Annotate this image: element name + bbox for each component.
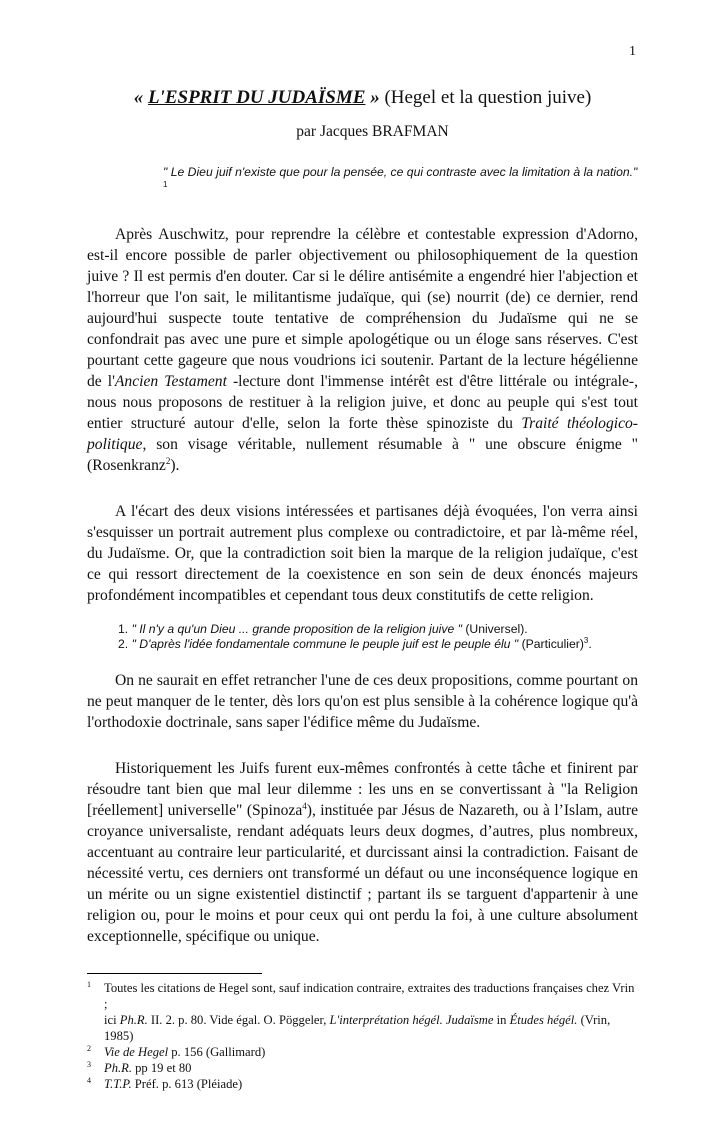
- italic-text: Ph.R.: [119, 1013, 148, 1027]
- text-run: ici: [104, 1013, 120, 1027]
- text-run: On ne saurait en effet retrancher l'une de ces deux propositions, comme pourtant on ne peut manquer de le tenter, dès lors qu'on est plus sensible à la cohérence logique qu'à l'orthodoxie doctrinale, sans saper l'édifice même du Judaïsme.: [87, 672, 638, 731]
- footnote-separator: [87, 973, 262, 974]
- paragraph-2: [87, 501, 638, 606]
- footnote-number: 2: [87, 1044, 91, 1053]
- text-run: (Vrin, 1985): [104, 1013, 611, 1043]
- paragraph-4: [87, 758, 638, 947]
- list-end: .: [588, 637, 592, 651]
- paragraph-3: [87, 670, 638, 733]
- author-line: par Jacques BRAFMAN: [296, 123, 449, 140]
- footnote-number: 1: [87, 980, 91, 989]
- footnote: [87, 980, 638, 1044]
- text-run: in: [493, 1013, 510, 1027]
- list-tag: (Universel).: [461, 622, 528, 636]
- italic-text: Ph.R.: [104, 1061, 132, 1075]
- footnote-ref: 1: [163, 179, 168, 189]
- text-run: , son visage véritable, nullement résumable à " une obscure énigme " (Rosenkranz: [87, 436, 638, 474]
- italic-text: Études hégél.: [509, 1013, 578, 1027]
- text-run: pp 19 et 80: [131, 1061, 192, 1075]
- epigraph: [163, 164, 638, 196]
- footnote-ref: 3: [583, 635, 589, 645]
- epigraph-text: " Le Dieu juif n'existe que pour la pensée, ce qui contraste avec la limitation à la nation.": [163, 165, 638, 179]
- list-number: 1.: [118, 622, 132, 636]
- title-open-quote: «: [133, 87, 148, 108]
- text-run: Historiquement les Juifs furent eux-mêmes confrontés à cette tâche et finirent par résoudre tant bien que mal leur dilemme : les uns en se convertissant à "la Religion [réellement] universelle" (Spinoza: [87, 760, 638, 819]
- footnote-number: 3: [87, 1060, 91, 1069]
- text-run: Préf. p. 613 (Pléiade): [131, 1077, 243, 1091]
- list-tag: (Particulier): [518, 637, 584, 651]
- text-run: Après Auschwitz, pour reprendre la célèbre et contestable expression d'Adorno, est-il encore possible de parler objectivement ou philosophiquement de la question juive ? Il est permis d'en douter. Car si le délire antisémite a engendré hier l'abjection et l'horreur que l'on sait, le militantisme judaïque, qui (se) nourrit (de) ce dernier, rend aujourd'hui suspecte toute tentative de compréhension du Judaïsme qui ne se confondrait pas avec une pure et simple apologétique ou un éloge sans réserves. C'est pourtant cette gageure que nous voudrions ici soutenir. Partant de la lecture hégélienne de l': [87, 226, 638, 390]
- text-run: II. 2. p. 80. Vide égal. O. Pöggeler,: [147, 1013, 330, 1027]
- title-subtitle: (Hegel et la question juive): [379, 87, 592, 108]
- list-quote: " Il n'y a qu'un Dieu ... grande proposition de la religion juive ": [131, 622, 462, 636]
- footnote: [87, 1044, 638, 1060]
- italic-text: L'interprétation hégél. Judaïsme: [329, 1013, 494, 1027]
- list-item: [118, 637, 638, 652]
- document-title: [0, 86, 724, 110]
- title-main: L'ESPRIT DU JUDAÏSME: [147, 87, 366, 108]
- italic-text: T.T.P.: [104, 1077, 132, 1091]
- footnote-ref: 4: [302, 800, 307, 811]
- text-run: -lecture dont l'immense intérêt est d'être littérale ou intégrale-, nous nous proposons de restituer à la religion juive, et donc au peuple qui s'est tout entier structuré autour d'elle, selon la forte thèse spinoziste du: [87, 373, 639, 432]
- list-number: 2.: [118, 637, 132, 651]
- page-number: 1: [629, 44, 636, 59]
- footnote: [87, 1076, 638, 1092]
- footnote-ref: 2: [165, 455, 171, 466]
- italic-text: Vie de Hegel: [104, 1045, 169, 1059]
- text-run: A l'écart des deux visions intéressées et partisanes déjà évoquées, l'on verra ainsi s'esquisser un portrait autrement plus complexe ou contradictoire, et par là-même réel, du Judaïsme. Or, que la contradiction soit bien la marque de la religion judaïque, c'est ce qui ressort directement de la coexistence en son sein de deux énoncés majeurs profondément incompatibles et cependant tous deux constitutifs de cette religion.: [87, 503, 638, 604]
- footnotes: [87, 980, 638, 1092]
- text-run: p. 156 (Gallimard): [168, 1045, 266, 1059]
- list-quote: " D'après l'idée fondamentale commune le peuple juif est le peuple élu ": [131, 637, 519, 651]
- footnote: [87, 1060, 638, 1076]
- numbered-list: [118, 622, 638, 652]
- paragraph-1: [87, 224, 638, 476]
- text-run: ).: [170, 457, 180, 474]
- italic-text: Ancien Testament: [114, 373, 227, 390]
- list-item: [118, 622, 638, 637]
- italic-text: Traité théologico-politique: [87, 415, 638, 453]
- footnote-number: 4: [87, 1076, 91, 1085]
- text-run: ), instituée par Jésus de Nazareth, ou à l’Islam, autre croyance universaliste, rendant adéquats leurs deux dogmes, d’autres, plus nombreux, accentuant au contraire leur particularité, et durcissant ainsi la contradiction. Faisant de nécessité vertu, ces derniers ont transformé un défaut ou une inconséquence logique en un mérite ou un signe existentiel distinctif ; partant ils se targuent d'appartenir à une religion ou, pour le moins et pour ceux qui ont perdu la foi, à une culture absolument exceptionnelle, spécifique ou unique.: [87, 802, 639, 945]
- title-close-quote: »: [365, 87, 380, 108]
- text-run: Toutes les citations de Hegel sont, sauf indication contraire, extraites des traductions françaises chez Vrin ;: [104, 981, 635, 1011]
